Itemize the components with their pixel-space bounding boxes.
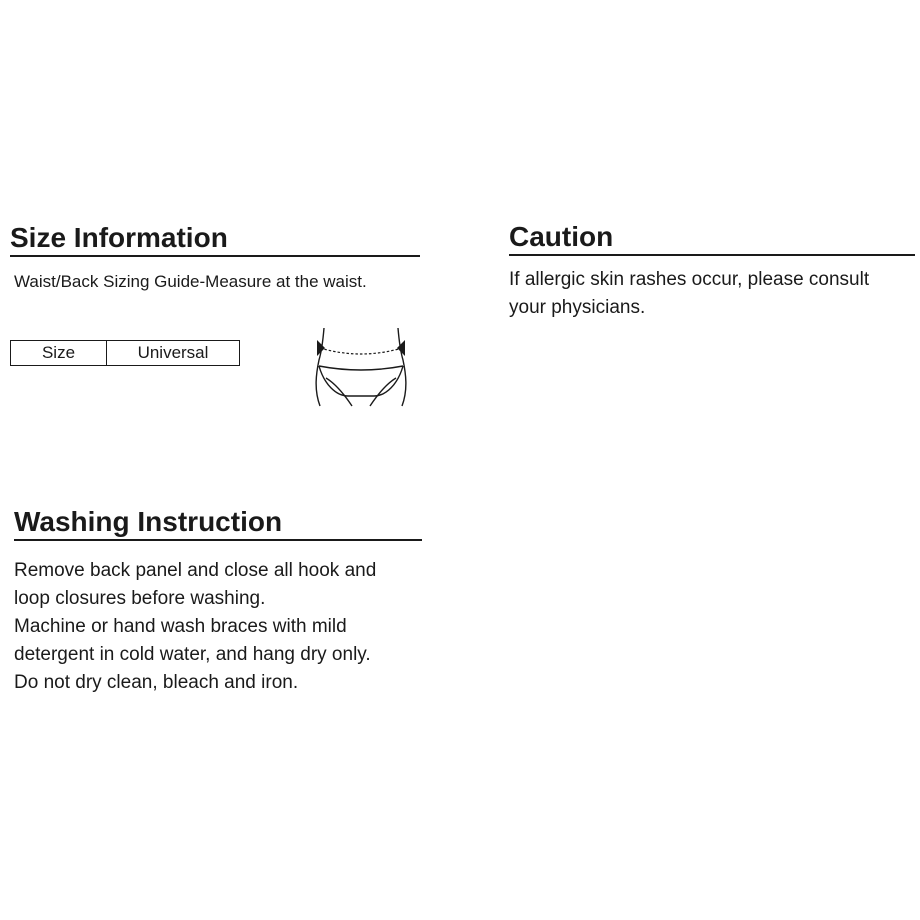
- washing-line: Remove back panel and close all hook and: [14, 560, 377, 581]
- washing-instruction-heading: Washing Instruction: [14, 506, 422, 541]
- washing-instruction-section: [14, 506, 422, 697]
- washing-line: loop closures before washing.: [14, 588, 266, 609]
- size-table: [10, 340, 240, 366]
- caution-heading: Caution: [509, 221, 915, 256]
- washing-instruction-text: [14, 557, 434, 697]
- washing-line: detergent in cold water, and hang dry only.: [14, 644, 371, 665]
- caution-section: [509, 221, 915, 322]
- size-information-heading: Size Information: [10, 222, 420, 257]
- size-value-cell: Universal: [107, 341, 240, 366]
- size-information-section: [10, 222, 420, 362]
- size-label-cell: Size: [11, 341, 107, 366]
- caution-text: [509, 266, 919, 322]
- caution-line: your physicians.: [509, 297, 646, 318]
- sizing-guide-text: Waist/Back Sizing Guide-Measure at the waist.: [14, 272, 367, 291]
- washing-line: Machine or hand wash braces with mild: [14, 616, 347, 637]
- caution-line: If allergic skin rashes occur, please consult: [509, 269, 870, 290]
- size-table-row: [11, 341, 240, 366]
- washing-line: Do not dry clean, bleach and iron.: [14, 672, 299, 693]
- waist-measurement-icon: [306, 326, 418, 408]
